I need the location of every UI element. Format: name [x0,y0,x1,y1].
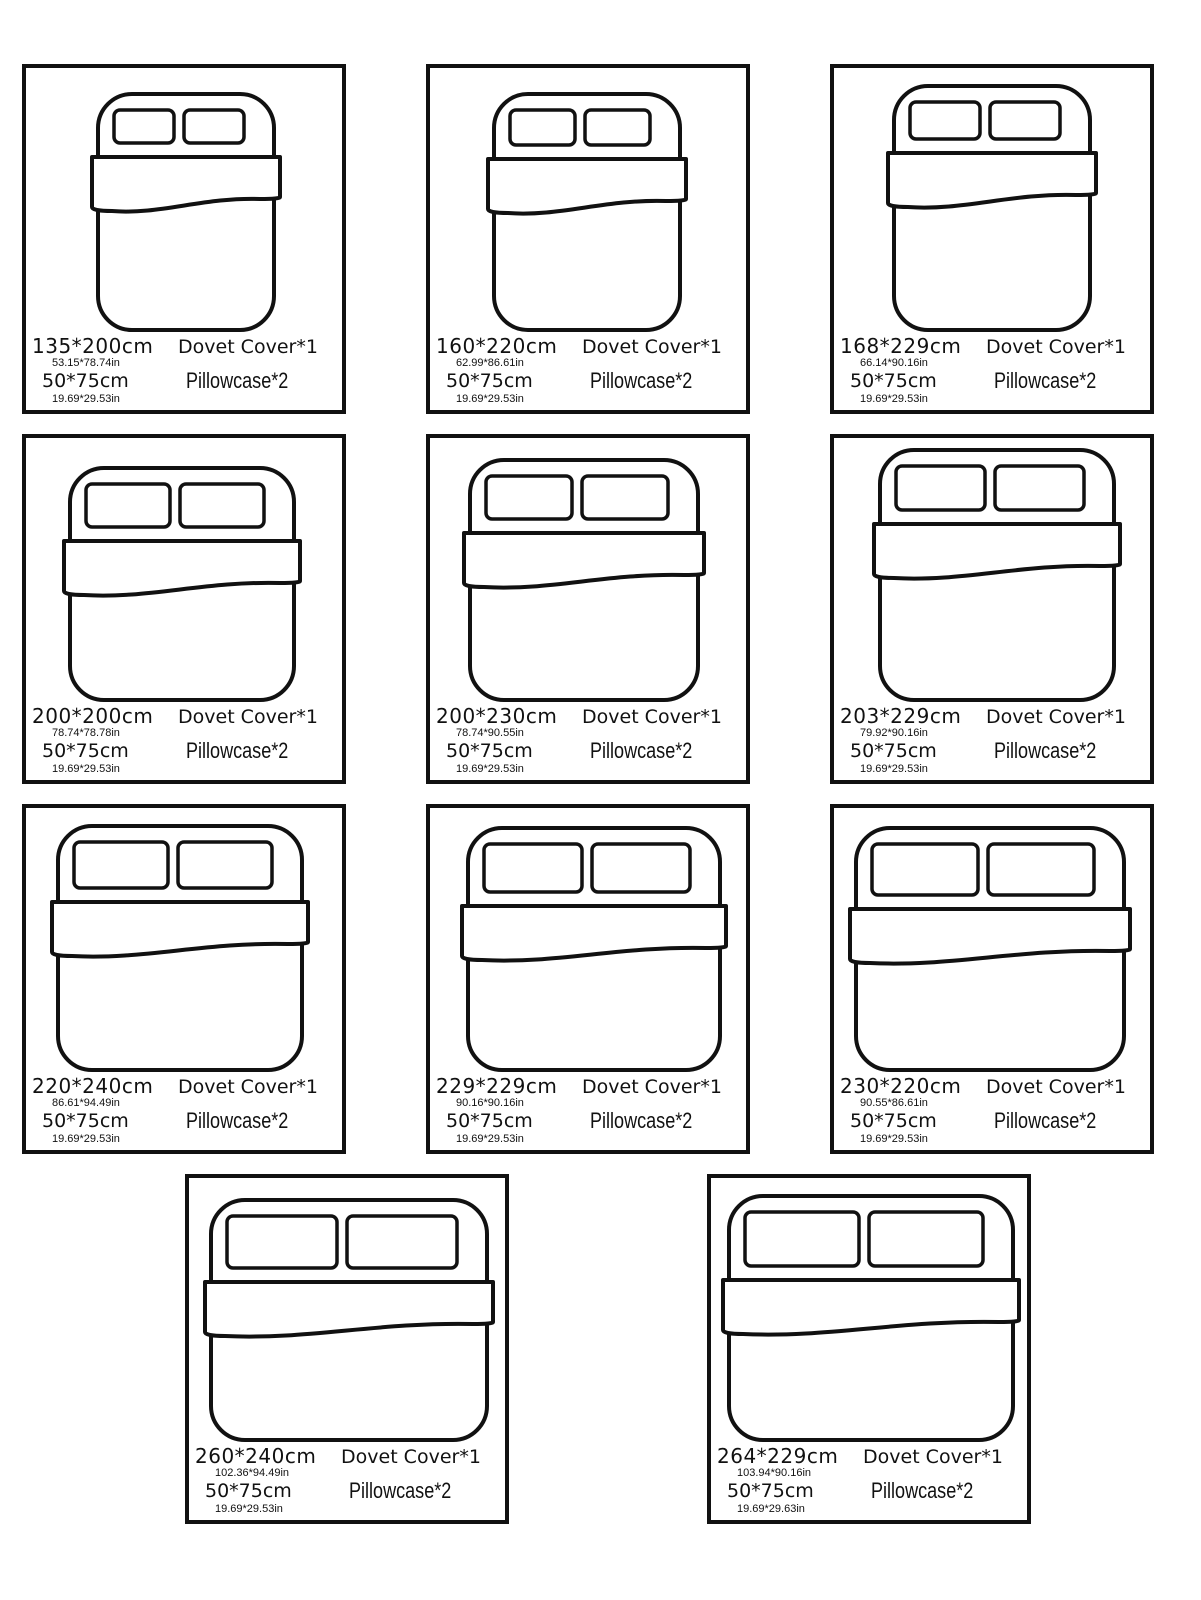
pillow-size-cm: 50*75cm [850,740,937,762]
pillowcase-qty: Pillowcase*2 [186,368,289,393]
pillowcase-qty: Pillowcase*2 [994,368,1097,393]
pillow-right [347,1216,457,1268]
pillow-right [178,842,272,888]
duvet-size-cm: 220*240cm [32,1074,154,1098]
duvet-size-inches: 62.99*86.61in [456,357,524,369]
duvet-size-inches: 53.15*78.74in [52,357,120,369]
duvet-cover-qty: Dovet Cover*1 [178,336,318,358]
bed-size-card [707,1174,1031,1524]
duvet-size-inches: 78.74*90.55in [456,727,524,739]
duvet-size-inches: 78.74*78.78in [52,727,120,739]
pillowcase-qty: Pillowcase*2 [994,1108,1097,1133]
pillow-left [896,466,985,510]
bed-size-card [185,1174,509,1524]
duvet-size-inches: 79.92*90.16in [860,727,928,739]
duvet-cover-qty: Dovet Cover*1 [178,1076,318,1098]
duvet-cover-qty: Dovet Cover*1 [582,336,722,358]
duvet-size-cm: 230*220cm [840,1074,962,1098]
duvet-cover-qty: Dovet Cover*1 [582,706,722,728]
pillow-left [114,110,174,143]
pillow-right [184,110,244,143]
duvet-cover-qty: Dovet Cover*1 [178,706,318,728]
pillow-right [995,466,1084,510]
bed-size-card [426,804,750,1154]
pillow-left [486,476,572,519]
pillow-size-inches: 19.69*29.53in [860,393,928,405]
bed-size-card [22,434,346,784]
bed-size-card [426,434,750,784]
pillowcase-qty: Pillowcase*2 [186,1108,289,1133]
duvet-cover-qty: Dovet Cover*1 [986,1076,1126,1098]
pillow-size-inches: 19.69*29.53in [52,393,120,405]
pillow-size-cm: 50*75cm [727,1480,814,1502]
pillow-size-cm: 50*75cm [446,370,533,392]
duvet-cover-qty: Dovet Cover*1 [986,336,1126,358]
duvet-size-cm: 203*229cm [840,704,962,728]
pillow-left [227,1216,337,1268]
pillow-left [74,842,168,888]
pillow-size-cm: 50*75cm [42,370,129,392]
duvet-size-cm: 260*240cm [195,1444,317,1468]
pillow-size-cm: 50*75cm [42,740,129,762]
pillowcase-qty: Pillowcase*2 [871,1478,974,1503]
duvet-size-inches: 102.36*94.49in [215,1467,290,1479]
pillow-size-cm: 50*75cm [446,1110,533,1132]
duvet-size-cm: 160*220cm [436,334,558,358]
pillow-left [872,844,978,895]
pillow-left [745,1212,859,1266]
pillowcase-qty: Pillowcase*2 [994,738,1097,763]
bed-size-card [830,804,1154,1154]
pillow-size-inches: 19.69*29.63in [737,1503,805,1515]
duvet-size-inches: 90.55*86.61in [860,1097,928,1109]
bed-size-card [830,64,1154,414]
pillow-size-inches: 19.69*29.53in [456,763,524,775]
pillow-right [988,844,1094,895]
pillow-size-inches: 19.69*29.53in [860,1133,928,1145]
bed-size-card [22,64,346,414]
pillow-size-inches: 19.69*29.53in [456,393,524,405]
pillow-left [484,844,582,892]
pillow-size-cm: 50*75cm [850,1110,937,1132]
duvet-size-inches: 103.94*90.16in [737,1467,812,1479]
pillow-size-inches: 19.69*29.53in [52,1133,120,1145]
pillow-size-inches: 19.69*29.53in [860,763,928,775]
duvet-size-inches: 90.16*90.16in [456,1097,524,1109]
pillowcase-qty: Pillowcase*2 [590,1108,693,1133]
duvet-size-inches: 66.14*90.16in [860,357,928,369]
pillow-size-cm: 50*75cm [42,1110,129,1132]
duvet-cover-qty: Dovet Cover*1 [986,706,1126,728]
pillow-size-cm: 50*75cm [205,1480,292,1502]
pillowcase-qty: Pillowcase*2 [590,738,693,763]
bed-size-card [830,434,1154,784]
duvet-size-inches: 86.61*94.49in [52,1097,120,1109]
pillowcase-qty: Pillowcase*2 [186,738,289,763]
pillow-size-inches: 19.69*29.53in [52,763,120,775]
pillow-right [180,484,264,527]
duvet-size-cm: 264*229cm [717,1444,839,1468]
pillowcase-qty: Pillowcase*2 [590,368,693,393]
duvet-size-cm: 200*200cm [32,704,154,728]
duvet-cover-qty: Dovet Cover*1 [863,1446,1003,1468]
duvet-size-cm: 168*229cm [840,334,962,358]
pillow-right [592,844,690,892]
duvet-size-cm: 135*200cm [32,334,154,358]
bed-size-card [426,64,750,414]
pillow-size-cm: 50*75cm [446,740,533,762]
pillow-right [990,102,1060,139]
pillow-size-inches: 19.69*29.53in [456,1133,524,1145]
bed-size-card [22,804,346,1154]
pillow-right [585,110,650,145]
pillow-left [510,110,575,145]
pillow-right [869,1212,983,1266]
pillow-right [582,476,668,519]
pillow-size-cm: 50*75cm [850,370,937,392]
duvet-size-cm: 229*229cm [436,1074,558,1098]
pillow-left [86,484,170,527]
pillowcase-qty: Pillowcase*2 [349,1478,452,1503]
duvet-cover-qty: Dovet Cover*1 [341,1446,481,1468]
duvet-size-cm: 200*230cm [436,704,558,728]
pillow-left [910,102,980,139]
pillow-size-inches: 19.69*29.53in [215,1503,283,1515]
duvet-cover-qty: Dovet Cover*1 [582,1076,722,1098]
